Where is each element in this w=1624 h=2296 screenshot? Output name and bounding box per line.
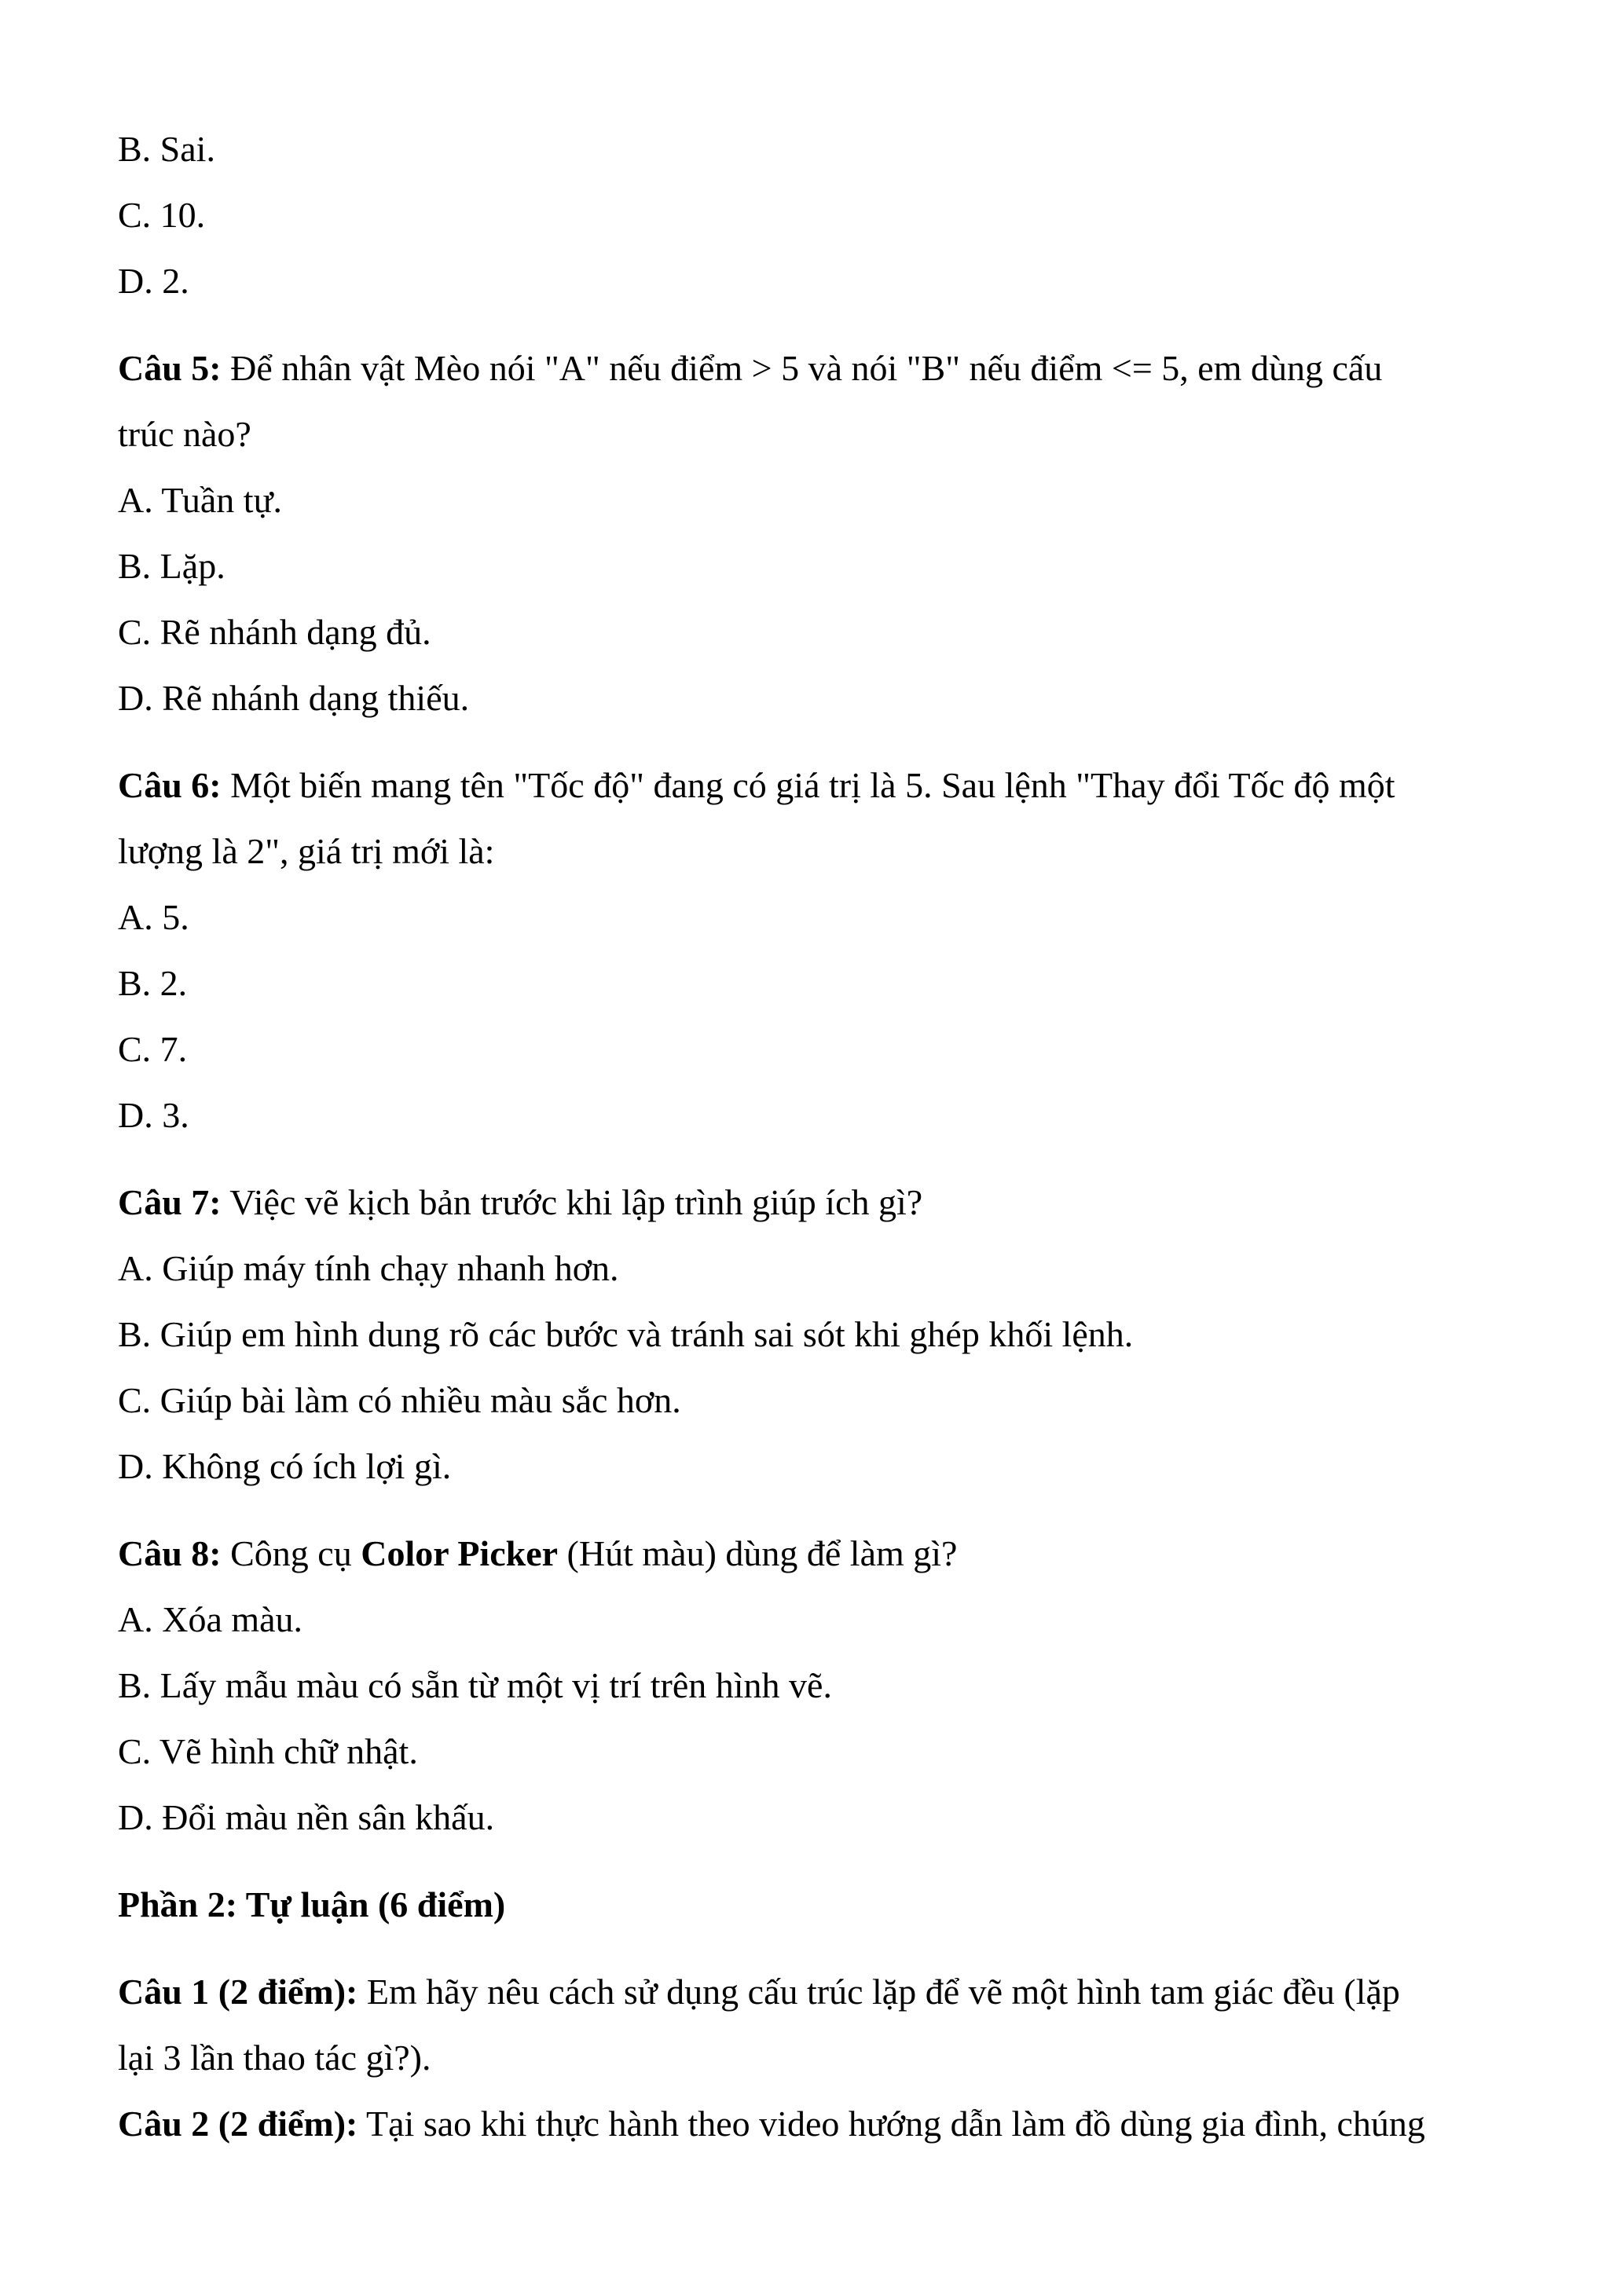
question-8-option-c: C. Vẽ hình chữ nhật. [118,1731,418,1771]
question-8-option-a: A. Xóa màu. [118,1599,303,1639]
question-5-stem-line2: trúc nào? [118,414,251,454]
essay-question-2 [118,2091,1524,2157]
question-7-option-a: A. Giúp máy tính chạy nhanh hơn. [118,1248,619,1288]
question-5-text: Để nhân vật Mèo nói "A" nếu điểm > 5 và nói "B" nếu điểm <= 5, em dùng cấu [221,348,1383,388]
question-8 [118,1521,1524,1851]
question-8-option-b: B. Lấy mẫu màu có sẵn từ một vị trí trên hình vẽ. [118,1665,832,1705]
question-7-option-b: B. Giúp em hình dung rõ các bước và tránh sai sót khi ghép khối lệnh. [118,1314,1134,1354]
question-8-text-before: Công cụ [221,1533,361,1573]
question-7-label: Câu 7: [118,1182,222,1222]
question-5-option-a: A. Tuần tự. [118,480,282,520]
document-page [118,116,1524,2157]
essay-question-1 [118,1959,1524,2091]
question-8-option-d: D. Đổi màu nền sân khấu. [118,1797,495,1837]
question-7 [118,1170,1524,1500]
part-2-heading: Phần 2: Tự luận (6 điểm) [118,1884,506,1924]
question-6 [118,753,1524,1148]
question-6-text: Một biến mang tên "Tốc độ" đang có giá trị là 5. Sau lệnh "Thay đổi Tốc độ một [221,765,1395,805]
question-5-option-d: D. Rẽ nhánh dạng thiếu. [118,678,470,718]
question-6-option-d: D. 3. [118,1095,189,1135]
question-7-option-c: C. Giúp bài làm có nhiều màu sắc hơn. [118,1380,681,1420]
essay-question-1-line1 [118,1959,1524,2025]
essay-question-2-text: Tại sao khi thực hành theo video hướng dẫn làm đồ dùng gia đình, chúng [357,2104,1425,2144]
question-5 [118,335,1524,731]
essay-question-2-line1 [118,2091,1524,2157]
question-5-option-b: B. Lặp. [118,546,225,586]
question-8-text-after: (Hút màu) dùng để làm gì? [558,1533,958,1573]
question-5-label: Câu 5: [118,348,222,388]
essay-question-1-line2: lại 3 lần thao tác gì?). [118,2038,431,2078]
option-prev-c: C. 10. [118,195,206,235]
option-prev-d: D. 2. [118,261,189,301]
question-6-stem-line2: lượng là 2", giá trị mới là: [118,831,495,871]
question-5-option-c: C. Rẽ nhánh dạng đủ. [118,612,431,652]
question-6-stem-line1 [118,753,1524,818]
question-8-label: Câu 8: [118,1533,222,1573]
question-7-stem [118,1170,1524,1236]
essay-question-1-label: Câu 1 (2 điểm): [118,1972,358,2012]
question-6-option-b: B. 2. [118,963,188,1003]
question-7-text: Việc vẽ kịch bản trước khi lập trình giúp ích gì? [221,1182,923,1222]
question-6-label: Câu 6: [118,765,222,805]
question-8-term: Color Picker [361,1533,559,1573]
essay-question-1-text: Em hãy nêu cách sử dụng cấu trúc lặp để vẽ một hình tam giác đều (lặp [357,1972,1400,2012]
question-6-option-c: C. 7. [118,1029,188,1069]
question-7-option-d: D. Không có ích lợi gì. [118,1446,452,1486]
part-2-section [118,1872,1524,1938]
essay-question-2-label: Câu 2 (2 điểm): [118,2104,358,2144]
option-prev-b: B. Sai. [118,129,215,169]
question-5-stem-line1 [118,335,1524,401]
question-6-option-a: A. 5. [118,897,189,937]
question-8-stem [118,1521,1524,1587]
